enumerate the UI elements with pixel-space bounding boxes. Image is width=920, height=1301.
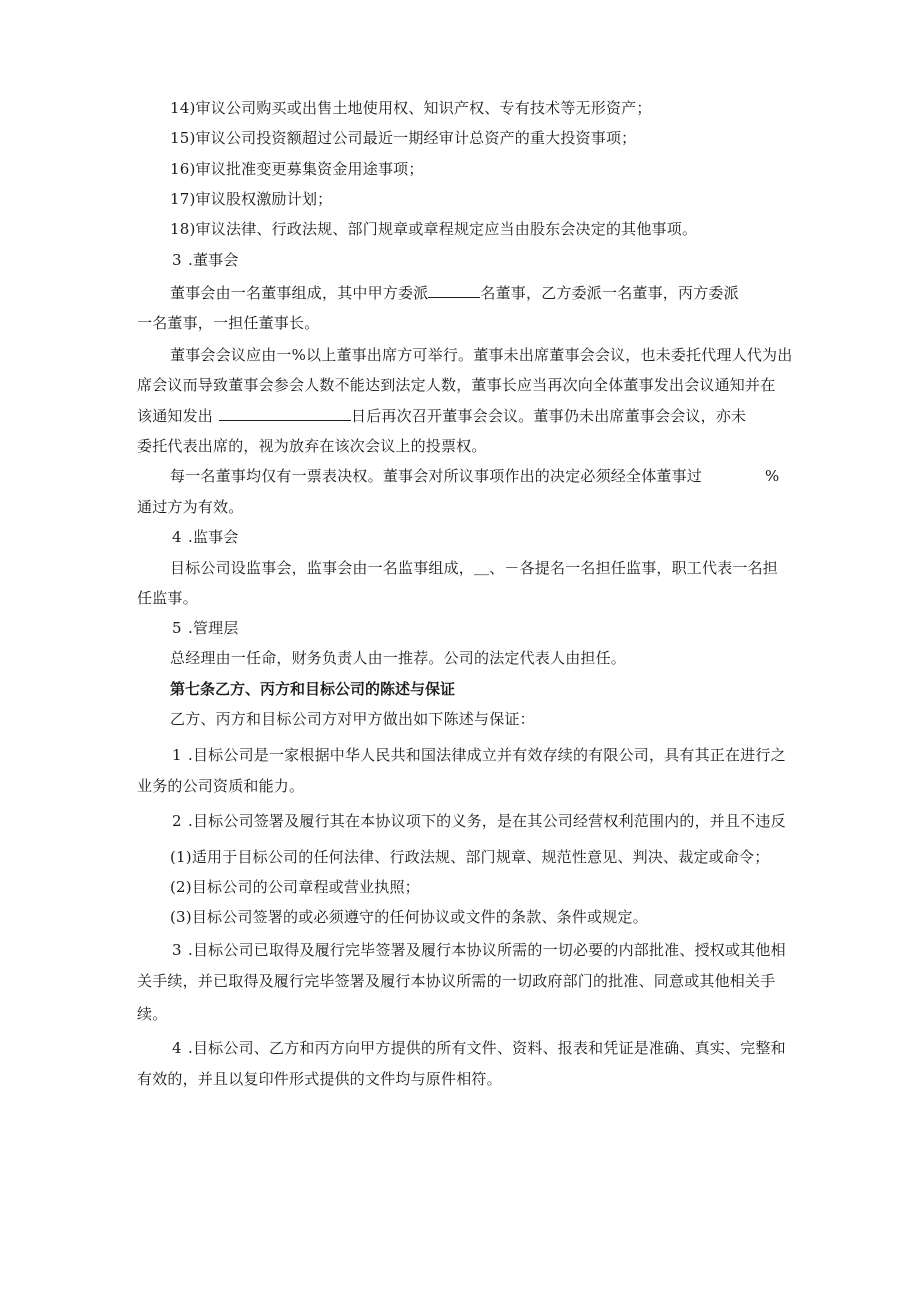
board-vote-percent: % (765, 467, 780, 485)
rep-1-line-2: 业务的公司资质和能力。 (137, 777, 305, 795)
supervisor-line-1: 目标公司设监事会，监事会由一名监事组成，＿、－各提名一名担任监事，职工代表一名担 (170, 559, 779, 577)
section-3-number: 3 (172, 251, 182, 269)
item-18: 18)审议法律、行政法规、部门规章或章程规定应当由股东会决定的其他事项。 (170, 220, 698, 238)
section-5-title: .管理层 (188, 619, 239, 637)
board-meeting-line-1: 董事会会议应由一%以上董事出席方可举行。董事未出席董事会会议，也未委托代理人代为出 (170, 346, 793, 364)
board-vote-line-1: 每一名董事均仅有一票表决权。董事会对所议事项作出的决定必须经全体董事过 (170, 467, 703, 485)
board-composition-text-a: 董事会由一名董事组成，其中甲方委派 (170, 284, 429, 302)
board-meeting-text-b: 日后再次召开董事会会议。董事仍未出席董事会会议，亦未 (351, 407, 747, 425)
board-meeting-line-3 (137, 406, 746, 426)
rep-2-sub-3: (3)目标公司签署的或必须遵守的任何协议或文件的条款、条件或规定。 (170, 908, 648, 926)
management-line: 总经理由一任命，财务负责人由一推荐。公司的法定代表人由担任。 (170, 649, 627, 667)
board-composition-line-1 (170, 283, 739, 303)
rep-2-sub-2: (2)目标公司的公司章程或营业执照； (170, 878, 420, 896)
rep-4-line-1: .目标公司、乙方和丙方向甲方提供的所有文件、资料、报表和凭证是准确、真实、完整和 (188, 1039, 786, 1057)
section-4-number: 4 (172, 528, 182, 546)
section-5-number: 5 (172, 619, 182, 637)
board-meeting-line-2: 席会议而导致董事会参会人数不能达到法定人数，董事长应当再次向全体董事发出会议通知并在 (137, 376, 776, 394)
board-meeting-line-4: 委托代表出席的，视为放弃在该次会议上的投票权。 (137, 437, 487, 455)
rep-1-number: 1 (172, 746, 182, 764)
rep-2-line-1: .目标公司签署及履行其在本协议项下的义务，是在其公司经营权利范围内的，并且不违反 (188, 812, 786, 830)
rep-2-number: 2 (172, 812, 182, 830)
rep-4-number: 4 (172, 1039, 182, 1057)
section-4-title: .监事会 (188, 528, 239, 546)
item-14: 14)审议公司购买或出售土地使用权、知识产权、专有技术等无形资产； (170, 99, 652, 117)
section-3-title: .董事会 (188, 251, 239, 269)
board-composition-text-b: 名董事，乙方委派一名董事，丙方委派 (480, 284, 739, 302)
board-composition-line-2: 一名董事，一担任董事长。 (137, 314, 320, 332)
board-vote-line-2: 通过方为有效。 (137, 498, 244, 516)
board-meeting-text-a: 该通知发出 (137, 407, 214, 425)
rep-4-line-2: 有效的，并且以复印件形式提供的文件均与原件相符。 (137, 1070, 502, 1088)
days-blank-field (219, 406, 351, 421)
item-16: 16)审议批准变更募集资金用途事项； (170, 160, 424, 178)
board-blank-field (428, 283, 480, 298)
item-17: 17)审议股权激励计划； (170, 190, 333, 208)
rep-3-line-2: 关手续，并已取得及履行完毕签署及履行本协议所需的一切政府部门的批准、同意或其他相关手 (137, 972, 776, 990)
rep-3-line-1: .目标公司已取得及履行完毕签署及履行本协议所需的一切必要的内部批准、授权或其他相 (188, 941, 786, 959)
rep-3-line-3: 续。 (137, 1005, 168, 1023)
representations-intro: 乙方、丙方和目标公司方对甲方做出如下陈述与保证： (170, 710, 535, 728)
rep-2-sub-1: (1)适用于目标公司的任何法律、行政法规、部门规章、规范性意见、判决、裁定或命令； (170, 848, 770, 866)
rep-3-number: 3 (172, 941, 182, 959)
item-15: 15)审议公司投资额超过公司最近一期经审计总资产的重大投资事项； (170, 129, 637, 147)
rep-1-line-1: .目标公司是一家根据中华人民共和国法律成立并有效存续的有限公司，具有其正在进行之 (188, 746, 786, 764)
supervisor-line-2: 任监事。 (137, 589, 198, 607)
article-7-heading: 第七条乙方、丙方和目标公司的陈述与保证 (170, 680, 456, 698)
